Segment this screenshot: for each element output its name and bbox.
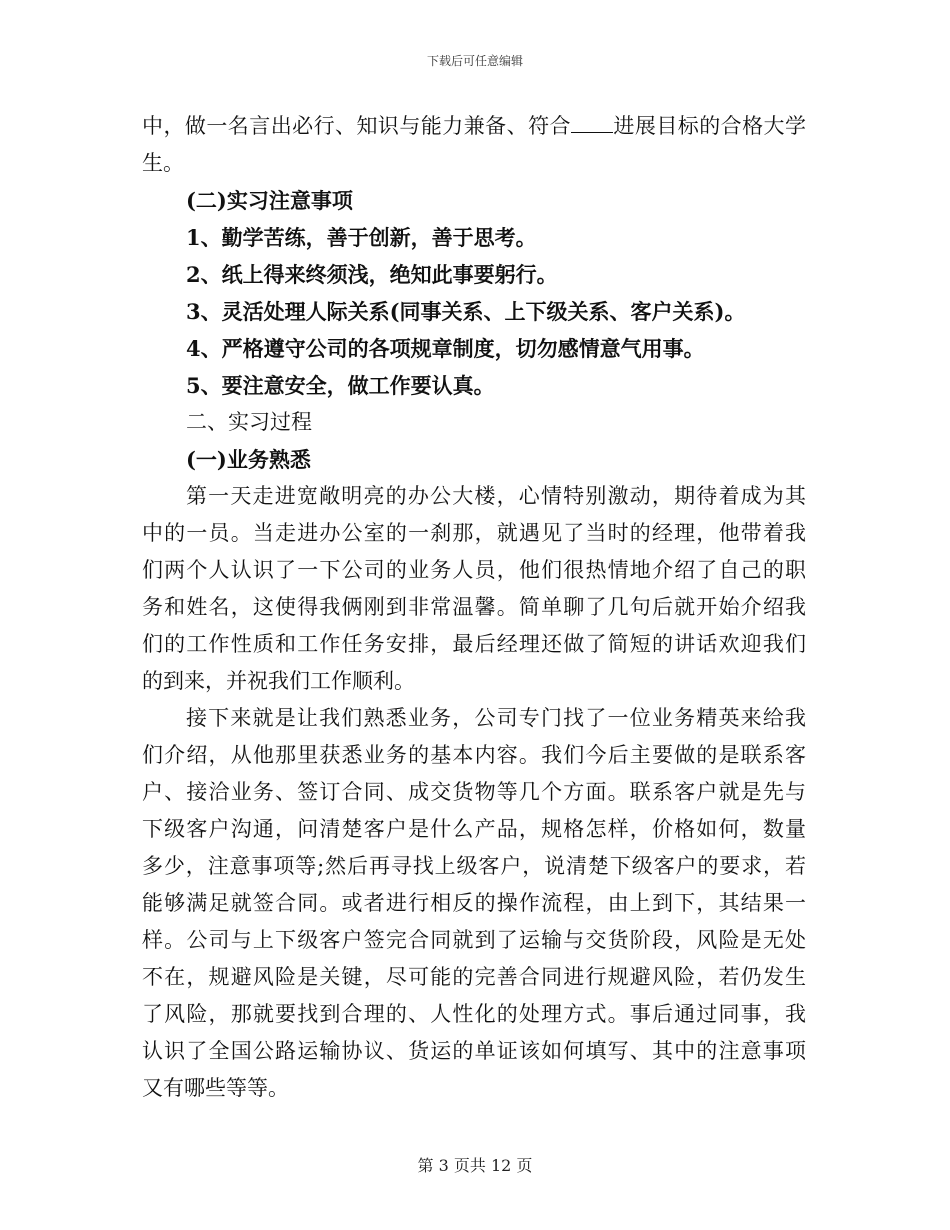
paragraph-line: 接下来就是让我们熟悉业务，公司专门找了一位业务精英来给我: [186, 706, 806, 730]
note-item: 5、要注意安全，做工作要认真。: [186, 373, 495, 398]
note-item: 4、严格遵守公司的各项规章制度，切勿感情意气用事。: [186, 336, 705, 361]
section-title-notes: (二)实习注意事项: [186, 188, 353, 213]
intro-text-before-blank: 中，做一名言出必行、知识与能力兼备、符合: [142, 114, 571, 138]
intro-text-after-blank: 进展目标的合格大学: [612, 114, 806, 138]
paragraph-line: 的到来，并祝我们工作顺利。: [142, 669, 415, 693]
intro-line-1: [142, 108, 806, 145]
note-item: 2、纸上得来终须浅，绝知此事要躬行。: [186, 262, 558, 287]
paragraph-line: 多少，注意事项等;然后再寻找上级客户，说清楚下级客户的要求，若: [142, 854, 806, 878]
paragraph-line: 又有哪些等等。: [142, 1076, 289, 1100]
document-body: [142, 108, 806, 1107]
paragraph-line: 第一天走进宽敞明亮的办公大楼，心情特别激动，期待着成为其: [186, 484, 806, 508]
note-item: 3、灵活处理人际关系(同事关系、上下级关系、客户关系)。: [186, 299, 746, 324]
paragraph-line: 务和姓名，这使得我俩刚到非常温馨。简单聊了几句后就开始介绍我: [142, 595, 806, 619]
paragraph-line: 认识了全国公路运输协议、货运的单证该如何填写、其中的注意事项: [142, 1039, 806, 1063]
paragraph-line: 户、接洽业务、签订合同、成交货物等几个方面。联系客户就是先与: [142, 780, 806, 804]
paragraph-line: 样。公司与上下级客户签完合同就到了运输与交货阶段，风险是无处: [142, 928, 806, 952]
paragraph-line: 们两个人认识了一下公司的业务人员，他们很热情地介绍了自己的职: [142, 558, 806, 582]
paragraph-line: 能够满足就签合同。或者进行相反的操作流程，由上到下，其结果一: [142, 891, 806, 915]
note-item: 1、勤学苦练，善于创新，善于思考。: [186, 225, 537, 250]
intro-line-2: 生。: [142, 151, 184, 175]
page-header: 下载后可任意编辑: [426, 54, 523, 68]
section-title-process: 二、实习过程: [186, 410, 312, 434]
paragraph-line: 不在，规避风险是关键，尽可能的完善合同进行规避风险，若仍发生: [142, 965, 806, 989]
paragraph-line: 下级客户沟通，问清楚客户是什么产品，规格怎样，价格如何，数量: [142, 817, 806, 841]
fill-in-blank: [571, 112, 613, 133]
paragraph-line: 们的工作性质和工作任务安排，最后经理还做了简短的讲话欢迎我们: [142, 632, 806, 656]
subsection-title-business: (一)业务熟悉: [186, 447, 311, 472]
paragraph-line: 们介绍，从他那里获悉业务的基本内容。我们今后主要做的是联系客: [142, 743, 806, 767]
paragraph-line: 了风险，那就要找到合理的、人性化的处理方式。事后通过同事，我: [142, 1002, 806, 1026]
paragraph-line: 中的一员。当走进办公室的一刹那，就遇见了当时的经理，他带着我: [142, 521, 806, 545]
page-number: 第 3 页共 12 页: [417, 1156, 533, 1175]
